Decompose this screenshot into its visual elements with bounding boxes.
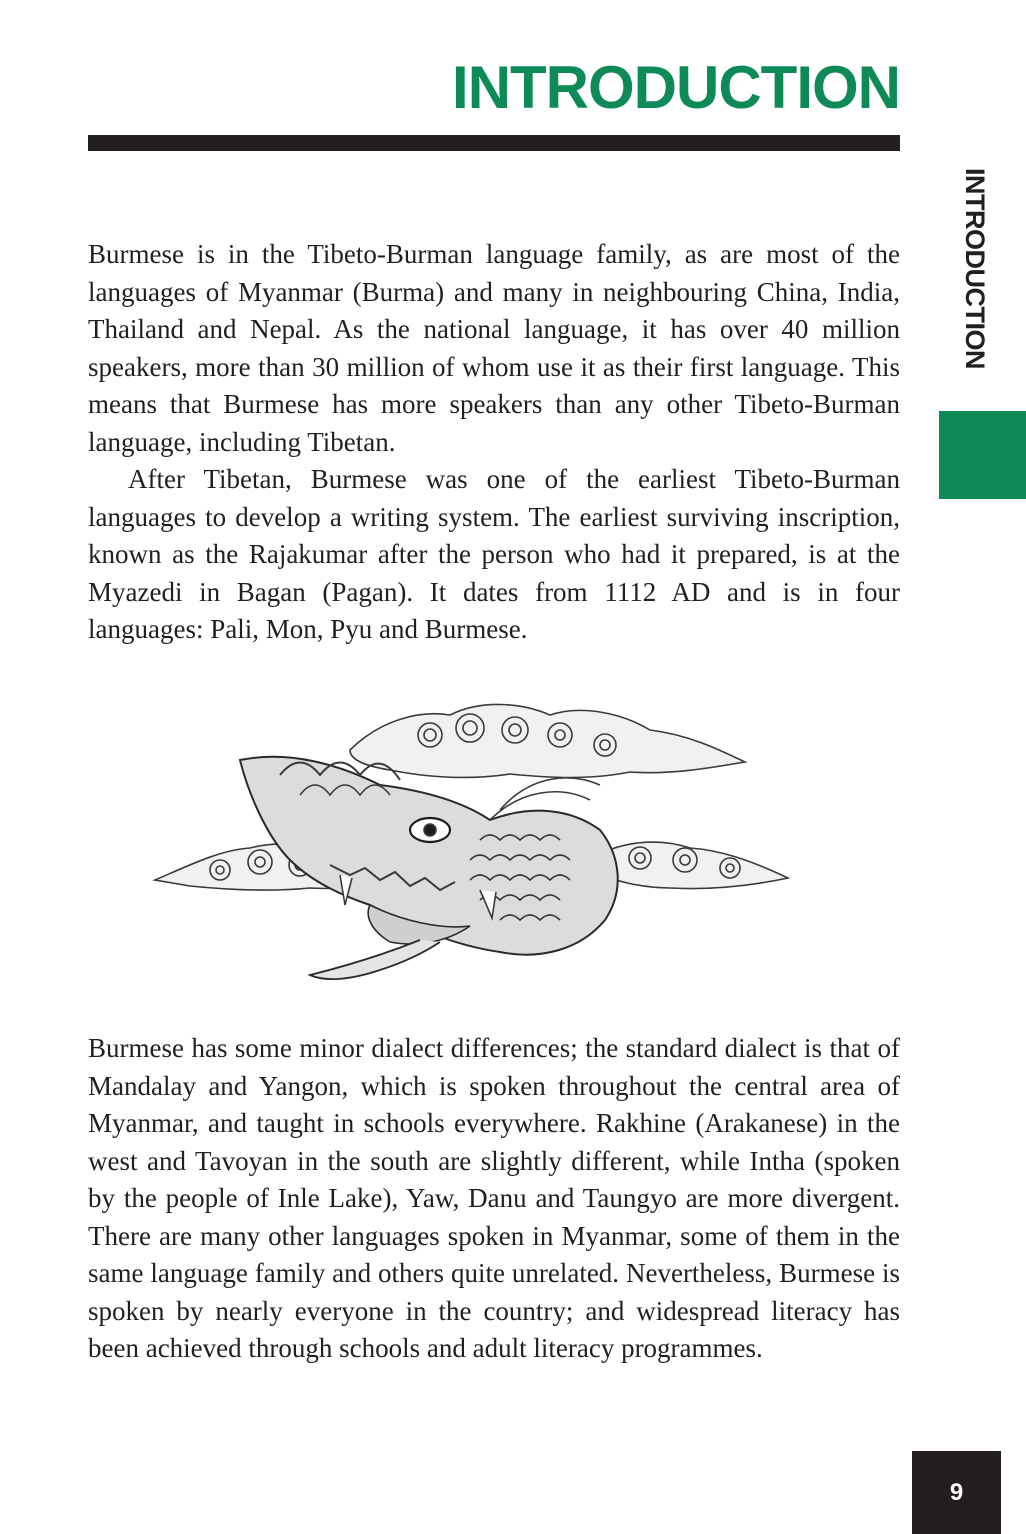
- dragon-naga-illustration-icon: [150, 690, 790, 990]
- side-tab-marker: [939, 411, 1026, 499]
- side-tab-label: INTRODUCTION: [960, 168, 990, 369]
- page-number: 9: [949, 1478, 964, 1506]
- paragraph-3: Burmese has some minor dialect differences; the standard dialect is that of Mandalay and Yangon, which is spoken throughout the central area of Myanmar, and taught in schools everywhere. Rakhine (Arakanese) in the west and Tavoyan in the south are slightly different, while Intha (spoken by the people of Inle Lake), Yaw, Danu and Taungyo are more divergent. There are many other languages spoken in Myanmar, some of them in the same language family and others quite unrelated. Nevertheless, Burmese is spoken by nearly everyone in the country; and widespread literacy has been achieved through schools and adult literacy programmes.: [88, 1033, 900, 1363]
- page-title: INTRODUCTION: [452, 54, 900, 121]
- paragraph-2: After Tibetan, Burmese was one of the earliest Tibeto-Burman languages to develop a writing system. The earliest surviving inscription, known as the Rajakumar after the person who had it prepared, is at the Myazedi in Bagan (Pagan). It dates from 1112 AD and is in four languages: Pali, Mon, Pyu and Burmese.: [88, 464, 900, 644]
- page-number-box: [912, 1451, 1001, 1534]
- paragraph-1: Burmese is in the Tibeto-Burman language family, as are most of the languages of Myanmar (Burma) and many in neighbouring China, India, Thailand and Nepal. As the national language, it has over 40 million speakers, more than 30 million of whom use it as their first language. This means that Burmese has more speakers than any other Tibeto-Burman language, including Tibetan.: [88, 239, 900, 457]
- title-rule: [88, 135, 900, 151]
